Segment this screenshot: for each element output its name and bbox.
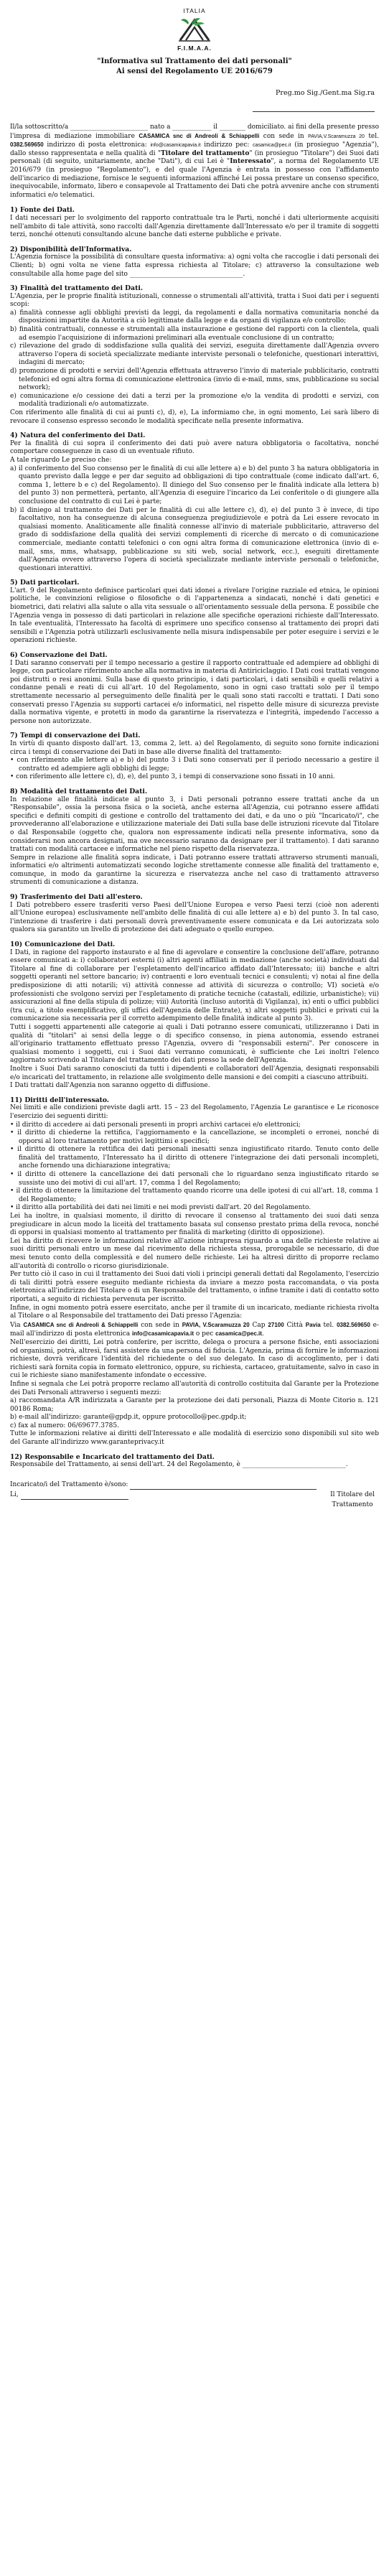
titolare-label: Il Titolare del xyxy=(330,1490,375,1498)
section-7 xyxy=(10,732,379,782)
section-title: 6) Conservazione dei Dati. xyxy=(10,651,108,660)
section-paragraph: L'art. 9 del Regolamento definisce particolari quei dati idonei a rivelare l'origine razziale ed etnica, le opinioni politiche, le convinzioni religiose o filosofiche o di l'appartenenza a sindacati, nonché i dati genetici e biometrici, dati relativi alla salute o alla vita sessuale o all'orientamento sessuale della persona. È possibile che l'Agenzia venga in possesso di dati particolari in relazione alle specifiche operazioni richieste dall'Interessato. In tale eventualità, l'Interessato ha facoltà di esprimere uno specifico consenso al trattamento dei propri dati sensibili e l'Agenzia potrà utilizzarli esclusivamente nella misura indispensabile per poter eseguire i servizi e le operazioni richieste. xyxy=(10,587,379,645)
document-page xyxy=(10,6,379,2570)
section-title: 9) Trasferimento dei Dati all'estero. xyxy=(10,893,143,902)
section-paragraph: I Dati trattati dall'Agenzia non saranno oggetto di diffusione. xyxy=(10,1082,210,1090)
section-title: 1) Fonte dei Dati. xyxy=(10,206,75,215)
section-paragraph: I Dati potrebbero essere trasferiti verso Paesi dell'Unione Europea e verso Paesi terzi (cioè non aderenti all'Unione europea) esclusivamente nell'ambito delle finalità di cui alle lettere a) e b) del punto 3. In tal caso, l'intenzione di trasferire i dati personali dovrà preventivamente essere comunicata e da Lei autorizzata solo qualora sia garantito un livello di protezione dei dati adeguato o quello europeo. xyxy=(10,901,379,934)
org-label: F.I.M.A.A. xyxy=(177,45,212,52)
section-12-text: Responsabile del Trattamento, ai sensi dell'art. 24 del Regolamento, è ________________________________. xyxy=(10,1461,348,1469)
section-paragraph: Per la finalità di cui sopra il conferimento dei dati può avere natura obbligatoria o facoltativa, nonché comportare conseguenze in caso di un eventuale rifiuto. xyxy=(10,439,379,456)
titolare-signature xyxy=(330,1490,375,1510)
contact-pec: casamica@pec.it xyxy=(215,1330,262,1338)
document-subtitle: Ai sensi del Regolamento UE 2016/679 xyxy=(116,67,273,75)
section-paragraph: • il diritto di chiederne la rettifica, l'aggiornamento e la cancellazione, se incompleti o erronei, nonché di opporsi al loro trattamento per motivi legittimi e specifici; xyxy=(10,1129,379,1145)
section-paragraph: • il diritto di ottenere la limitazione del trattamento quando ricorre una delle ipotesi di cui all'art. 18, comma 1 del Regolamento; xyxy=(10,1187,379,1203)
company-phone: 0382.569650 xyxy=(10,141,44,149)
section-title: 11) Diritti dell'interessato. xyxy=(10,1096,110,1104)
company-address: PAVIA,V.Scaramuzza 20 xyxy=(308,134,365,139)
section-paragraph: e) comunicazione e/o cessione dei dati a terzi per la promozione e/o la vendita di prodotti e servizi, con modalità tradizionali e/o automatizzate. xyxy=(10,392,379,409)
contact-email: info@casamicapavia.it xyxy=(131,1330,194,1338)
section-paragraph: Inoltre i Suoi Dati saranno conosciuti da tutti i dipendenti e collaboratori dell'Agenzia, designati responsabili e/o incaricati del trattamento, in relazione alle svolgimento delle mansioni e dei compiti a ciascuno attribuiti. xyxy=(10,1065,379,1081)
section-paragraph: c) rilevazione del grado di soddisfazione sulla qualità dei servizi, eseguita direttamente dall'Agenzia ovvero attraverso l'opera di società specializzate mediante interviste personali o telefoniche, questionari interattivi, indagini di mercato; xyxy=(10,342,379,367)
trattamento-label: Trattamento xyxy=(332,1501,373,1508)
section-paragraph: • il diritto di ottenere la cancellazione dei dati personali che lo riguardano senza ingiustificato ritardo se sussiste uno dei motivi di cui all'art. 17, comma 1 del Regolamento; xyxy=(10,1171,379,1187)
incaricati-line: Incaricato/i del Trattamento è/sono: xyxy=(10,1480,379,1490)
section-title: 7) Tempi di conservazione dei Dati. xyxy=(10,732,141,740)
closing-block xyxy=(10,1339,379,1447)
section-paragraph: I Dati saranno conservati per il tempo necessario a gestire il rapporto contrattuale ed adempiere ad obblighi di legge, con particolare riferimento anche alla normativa in materia di Antiriciclaggio. I Dati così trattati vengono poi distrutti o resi anonimi. Sulla base di questo principio, i dati particolari, i dati sensibili e quelli relativi a condanne penali e reati di cui all'art. 10 del Regolamento, sono in ogni caso trattati solo per il tempo strettamente necessario al perseguimento delle finalità per le quali sono stati raccolti e trattati. I Dati sono conservati presso l'Agenzia su supporti cartacei e/o informatici, nel rispetto delle misure di sicurezza previste dalla normativa vigente, e protetti in modo da garantirne la riservatezza e l'integrità, impedendo l'accesso a persone non autorizzate. xyxy=(10,659,379,725)
closing-paragraph: a) raccomandata A/R indirizzata a Garante per la protezione dei dati personali, Piazza di Monte Citorio n. 121 00186 Roma; xyxy=(10,1397,379,1413)
section-paragraph: • con riferimento alle lettere c), d), e), del punto 3, i tempi di conservazione sono fissati in 10 anni. xyxy=(10,773,335,781)
section-paragraph: a) finalità connesse agli obblighi previsti da leggi, da regolamenti e dalla normativa comunitaria nonché da disposizioni impartite da Autorità a ciò legittimate dalla legge e da organi di vigilanza e/o controllo; xyxy=(10,309,379,325)
document-header xyxy=(10,6,379,76)
company-email: info@casamicapavia.it xyxy=(150,143,201,149)
section-paragraph: I Dati, in ragione del rapporto instaurato e al fine di agevolare e consentire la conclusione dell'affare, potranno essere comunicati a: i) collaboratori esterni (i) altri agenti affiliati in mediazione (anche società) individuati dal Titolare al fine di collaborare per l'espletamento dell'incarico affidato dall'Interessato; iii) banche e altri soggetti operanti nel settore bancario; iv) contraenti e loro eventuali tecnici e consulenti; v) notai al fine della predisposizione di atti notarili; vi) attività connesse ad attività di sicurezza o controllo; VI) società e/o professionisti che svolgono servizi per l'espletamento di pratiche tecniche (catastali, edilizie, urbanistiche); vii) assicurazioni al fine della stipula di polizze; viii) Autorità (incluso autorità di Vigilanza), ix) enti o uffici pubblici (tra cui, a titolo esemplificativo, gli uffici dell'Agenzia delle Entrate), x) altri soggetti pubblici e privati cui la comunicazione sia necessaria per il corretto adempimento delle finalità indicate al punto 3). xyxy=(10,948,379,1023)
section-4 xyxy=(10,431,379,573)
section-paragraph: In relazione alle finalità indicate al punto 3, i Dati personali potranno essere trattati anche da un "Responsabile", ossia la persona fisica o la società, anche esterna all'Agenzia, cui potranno essere affidati specifici e definiti compiti di gestione e controllo del trattamento dei dati, e da uno o più "Incaricato/i", che provvederanno all'elaborazione e utilizzazione materiale dei Dati sulla base delle istruzioni ricevute dal Titolare o dal Responsabile (oggetto che, qualora non espressamente indicati nella presente informativa, sono da considerarsi non ancora designati, ma ove necessario saranno da designare per il trattamento). I dati saranno trattati con modalità cartacee e informatiche nel pieno rispetto della riservatezza. xyxy=(10,795,379,854)
section-paragraph: b) finalità contrattuali, connesse e strumentali alla instaurazione e gestione del rapporti con la clientela, quali ad esempio l'acquisizione di informazioni preliminari alla eventuale conclusione di un contratto; xyxy=(10,326,379,342)
section-paragraph: Infine, in ogni momento potrà essere esercitato, anche per il tramite di un incaricato, mediante richiesta rivolta al Titolare o al Responsabile del trattamento dei Dati presso l'Agenzia: xyxy=(10,1304,379,1320)
contact-paragraph: Via CASAMICA snc di Andreoli & Schiappelli con sede in PAVIA, V.Scaramuzza 20 Cap 27100 Città Pavia tel. 0382.569650 e-mail all'indirizzo di posta elettronica info@casamicapavia.it o pec casamica@pec.it. xyxy=(10,1321,380,1338)
section-paragraph: b) il diniego al trattamento dei Dati per le finalità di cui alle lettere c), d), e) del punto 3 è invece, di tipo facoltativo, non ha conseguenze di alcuna conseguenza pregiudizievole e potrà da Lei essere revocato in qualsiasi momento. Analiticamente alle finalità connesse all'invio di materiale pubblicitario, attraverso del grado di soddisfazione della qualità dei servizi complementi di ricerche di mercato o di comunicazione commerciale, mediante contatti telefonici o con ogni altra forma di comunicazione elettronica (invio di e-mail, sms, mms, whatsapp, pubblicazione su siti web, social network, ecc.), eseguiti direttamente dall'Agenzia ovvero attraverso l'opera di società specializzate mediante interviste personali o telefoniche, questionari interattivi. xyxy=(10,506,379,572)
contact-address: PAVIA, V.Scaramuzza 20 xyxy=(182,1321,250,1328)
section-11 xyxy=(10,1096,379,1321)
section-paragraph: d) promozione di prodotti e servizi dell'Agenzia effettuata attraverso l'invio di materiale pubblicitario, contratti telefonici ed ogni altra forma di comunicazione elettronica (invio di e-mail, mms, sms, pubblicazione su social network); xyxy=(10,368,379,392)
addressee-line xyxy=(253,104,375,112)
country-label: ITALIA xyxy=(183,7,206,14)
section-paragraph: Per tutto ciò il caso in cui il trattamento dei Suoi dati violi i principi generali dettati dal Regolamento, l'esercizio di tali diritti potrà essere eseguito mediante richiesta da inviare a mezzo posta raccomandata, o via posta elettronica all'indirizzo del Titolare o di un Responsabile del trattamento, o infine tramite i dati di contatto sotto riportati, a seguito di richiesta pervenuta per iscritto. xyxy=(10,1271,379,1303)
section-title: 3) Finalità del trattamento dei Dati. xyxy=(10,284,144,293)
section-12 xyxy=(10,1453,379,1470)
sections-container xyxy=(10,206,379,1320)
section-paragraph: In virtù di quanto disposto dall'art. 13, comma 2, lett. a) del Regolamento, di seguito sono fornite indicazioni circa i tempi di conservazione dei Dati in base alle diverse finalità del trattamento: xyxy=(10,739,379,756)
section-9 xyxy=(10,893,379,935)
section-title: 4) Natura del conferimento dei Dati. xyxy=(10,431,146,440)
section-paragraph: L'Agenzia, per le proprie finalità istituzionali, connesse o strumentali all'attività, tratta i Suoi dati per i seguenti scopi: xyxy=(10,292,379,309)
section-paragraph: a) il conferimento del Suo consenso per le finalità di cui alle lettere a) e b) del punto 3 ha natura obbligatoria in quanto previsto dalla legge e per dar seguito ad obbligazioni di tipo contrattuale (come indicato dall'art. 6, comma 1, lettere b e c) del Regolamento). Il diniego del Suo consenso per le finalità indicate alla lettera b) del punto 3) non permetterà, pertanto, all'Agenzia di eseguire l'incarico da Lei conferitole o di giungere alla conclusione del contratto di cui Lei è parte; xyxy=(10,465,379,505)
section-paragraph: • il diritto di ottenere la rettifica dei dati personali inesatti senza ingiustificato ritardo. Tenuto conto delle finalità del trattamento, l'Interessato ha il diritto di ottenere l'integrazione dei dati personali incompleti, anche fornendo una dichiarazione integrativa; xyxy=(10,1146,379,1170)
section-paragraph: Tutti i soggetti appartenenti alle categorie ai quali i Dati potranno essere comunicati, utilizzeranno i Dati in qualità di "titolari" ai sensi della legge o di specifico consenso, in piena autonomia, essendo estranei all'originario trattamento effettuato presso l'Agenzia, ovvero di "responsabili esterni". Per conoscere in qualsiasi momento i soggetti, cui i Suoi dati verranno comunicati, è sufficiente che Lei inoltri l'elenco aggiornato scrivendo al Titolare del trattamento dei dati presso la sede dell'Agenzia. xyxy=(10,1023,379,1065)
section-paragraph: Lei ha inoltre, in qualsiasi momento, il diritto di revocare il consenso al trattamento dei suoi dati senza pregiudicare in alcun modo la liceità del trattamento basata sul consenso prestato prima della revoca, nonché di opporsi in qualsiasi momento al trattamento per finalità di marketing (diritto di opposizione). xyxy=(10,1213,379,1237)
greeting: Preg.mo Sig./Gent.ma Sig.ra xyxy=(276,89,375,97)
closing-paragraph: Tutte le informazioni relative ai diritti dell'Interessato e alle modalità di esercizio sono disponibili sul sito web del Garante all'indirizzo www.garanteprivacy.it xyxy=(10,1430,379,1447)
company-pec: casamica@pec.it xyxy=(253,143,291,149)
document-footer xyxy=(10,1480,379,1510)
signature-row xyxy=(10,1490,379,1510)
section-8 xyxy=(10,788,379,887)
section-paragraph: Lei ha diritto di ricevere le informazioni relative all'azione intrapresa riguardo a una delle richieste relative ai suoi diritti personali entro un mese dal ricevimento della richiesta stessa, prorogabile se necessario, di due mesi tenuto conto della complessità e del numero delle richieste. Lei ha altresì diritto di proporre reclamo all'autorità di controllo o ricorso giurisdizionale. xyxy=(10,1237,379,1270)
section-paragraph: • con riferimento alle lettere a) e b) del punto 3 i Dati sono conservati per il periodo necessario a gestire il contratto ed adempiere agli obblighi di legge; xyxy=(10,757,379,773)
section-paragraph: I dati necessari per lo svolgimento del rapporto contrattuale tra le Parti, nonché i dati ulteriormente acquisiti nell'ambito di tale attività, sono raccolti dall'Agenzia direttamente dall'Interessato e/o per il tramite di soggetti terzi, nonché ottenuti consultando alcune banche dati esterne pubbliche e private. xyxy=(10,214,379,239)
closing-paragraph: Infine si segnala che Lei potrà proporre reclamo all'autorità di controllo costituita dal Garante per la Protezione dei Dati Personali attraverso i seguenti mezzi: xyxy=(10,1380,379,1396)
place-date-line xyxy=(21,1499,128,1500)
section-3 xyxy=(10,284,379,426)
document-title: "Informativa sul Trattamento dei dati personali" xyxy=(97,57,292,65)
contact-city: Pavia xyxy=(305,1321,321,1328)
section-title: 10) Comunicazione dei Dati. xyxy=(10,941,116,949)
section-5 xyxy=(10,579,379,645)
section-paragraph: Nei limiti e alle condizioni previste dagli artt. 15 – 23 del Regolamento, l'Agenzia Le garantisce e Le riconosce l'esercizio dei seguenti diritti: xyxy=(10,1104,379,1120)
place-date-prefix: Li, xyxy=(10,1490,19,1498)
section-paragraph: Con riferimento alle finalità di cui ai punti c), d), e), La informiamo che, in ogni momento, Lei sarà libero di revocare il consenso espresso secondo le modalità specificate nella presente informativa. xyxy=(10,409,379,425)
section-paragraph: • il diritto alla portabilità dei dati nei limiti e nei modi previsti dall'art. 20 del Regolamento. xyxy=(10,1204,311,1212)
section-6 xyxy=(10,651,379,726)
contact-cap: 27100 xyxy=(268,1321,284,1328)
section-paragraph: • il diritto di accedere ai dati personali presenti in propri archivi cartacei e/o elettronici; xyxy=(10,1121,301,1129)
section-title: 8) Modalità del trattamento dei Dati. xyxy=(10,787,148,795)
section-12-title: 12) Responsabile e Incaricato del trattamento dei Dati. xyxy=(10,1452,215,1461)
section-paragraph: L'Agenzia fornisce la possibilità di consultare questa informativa: a) ogni volta che raccoglie i dati personali dei Clienti; b) ogni volta ne viene fatta espressa richiesta al Titolare; c) attraverso la consultazione web consultabile alla home page del sito ___________________________________. xyxy=(10,253,379,278)
section-paragraph: Sempre in relazione alle finalità sopra indicate, i Dati potranno essere trattati attraverso strumenti manuali, informatici e/o altrimenti automatizzati secondo logiche strettamente connesse alle finalità del trattamento e, comunque, in modo da garantirne la sicurezza e riservatezza anche nel caso di trattamento attraverso strumenti di comunicazione a distanza. xyxy=(10,854,379,887)
section-2 xyxy=(10,246,379,279)
company-name: CASAMICA snc di Andreoli & Schiappelli xyxy=(139,132,260,139)
contact-company: CASAMICA snc di Andreoli & Schiappelli xyxy=(23,1321,139,1328)
section-1 xyxy=(10,206,379,239)
section-10 xyxy=(10,941,379,1091)
fimaa-logo-icon xyxy=(176,14,213,43)
contact-phone: 0382.569650 xyxy=(337,1321,370,1328)
closing-paragraph: b) e-mail all'indirizzo: garante@gpdp.it, oppure protocollo@pec.gpdp.it; xyxy=(10,1414,247,1422)
intro-paragraph: Il/la sottoscritto/a ________________________ nato a ____________ il ________ domiciliato. ai fini della presente presso l'impresa di mediazione immobiliare CASAMICA snc di Andreoli & Schiappelli con sede in PAVIA,V.Scaramuzza 20 tel. 0382.569650 indirizzo di posta elettronica: info@casamicapavia.it indirizzo pec: casamica@pec.it (in prosieguo "Agenzia"), dallo stesso rappresentata e nella qualità di "Titolare del trattamento" (in prosieguo "Titolare") dei Suoi dati personali (di seguito, unitariamente, anche "Dati"), di cui Lei è "Interessato", a norma del Regolamento UE 2016/679 (in prosieguo "Regolamento"), e del quale l'Agenzia è entrata in possesso con l'affidamento dell'incarico di mediazione, fornisce le seguenti informazioni affinché Lei possa prestare un consenso specifico, inequivocabile, informato, libero e consapevole al Trattamento dei Dati che potrà avvenire anche con strumenti informatici e/o telematici. xyxy=(10,123,379,199)
section-title: 2) Disponibilità dell'Informativa. xyxy=(10,245,132,253)
closing-paragraph: c) fax al numero: 06/69677.3785. xyxy=(10,1422,119,1429)
closing-paragraph: Nell'esercizio dei diritti, Lei potrà conferire, per iscritto, delega o procura a persone fisiche, enti associazioni od organismi, potrà, altresì, farsi assistere da una persona di fiducia. L'Agenzia, prima di fornire le informazioni richieste, dovrà verificare l'identità del richiedente o del suo delegato. In caso di accoglimento, per i dati richiesti sarà fornita copia in formato elettronico, oppure, su richiesta, cartaceo, gratuitamente, salvo in caso in cui le richieste siano manifestamente infondate o eccessive. xyxy=(10,1338,379,1380)
section-paragraph: A tale riguardo Le preciso che: xyxy=(10,456,112,464)
section-title: 5) Dati particolari. xyxy=(10,579,80,587)
logo-block xyxy=(10,6,379,56)
